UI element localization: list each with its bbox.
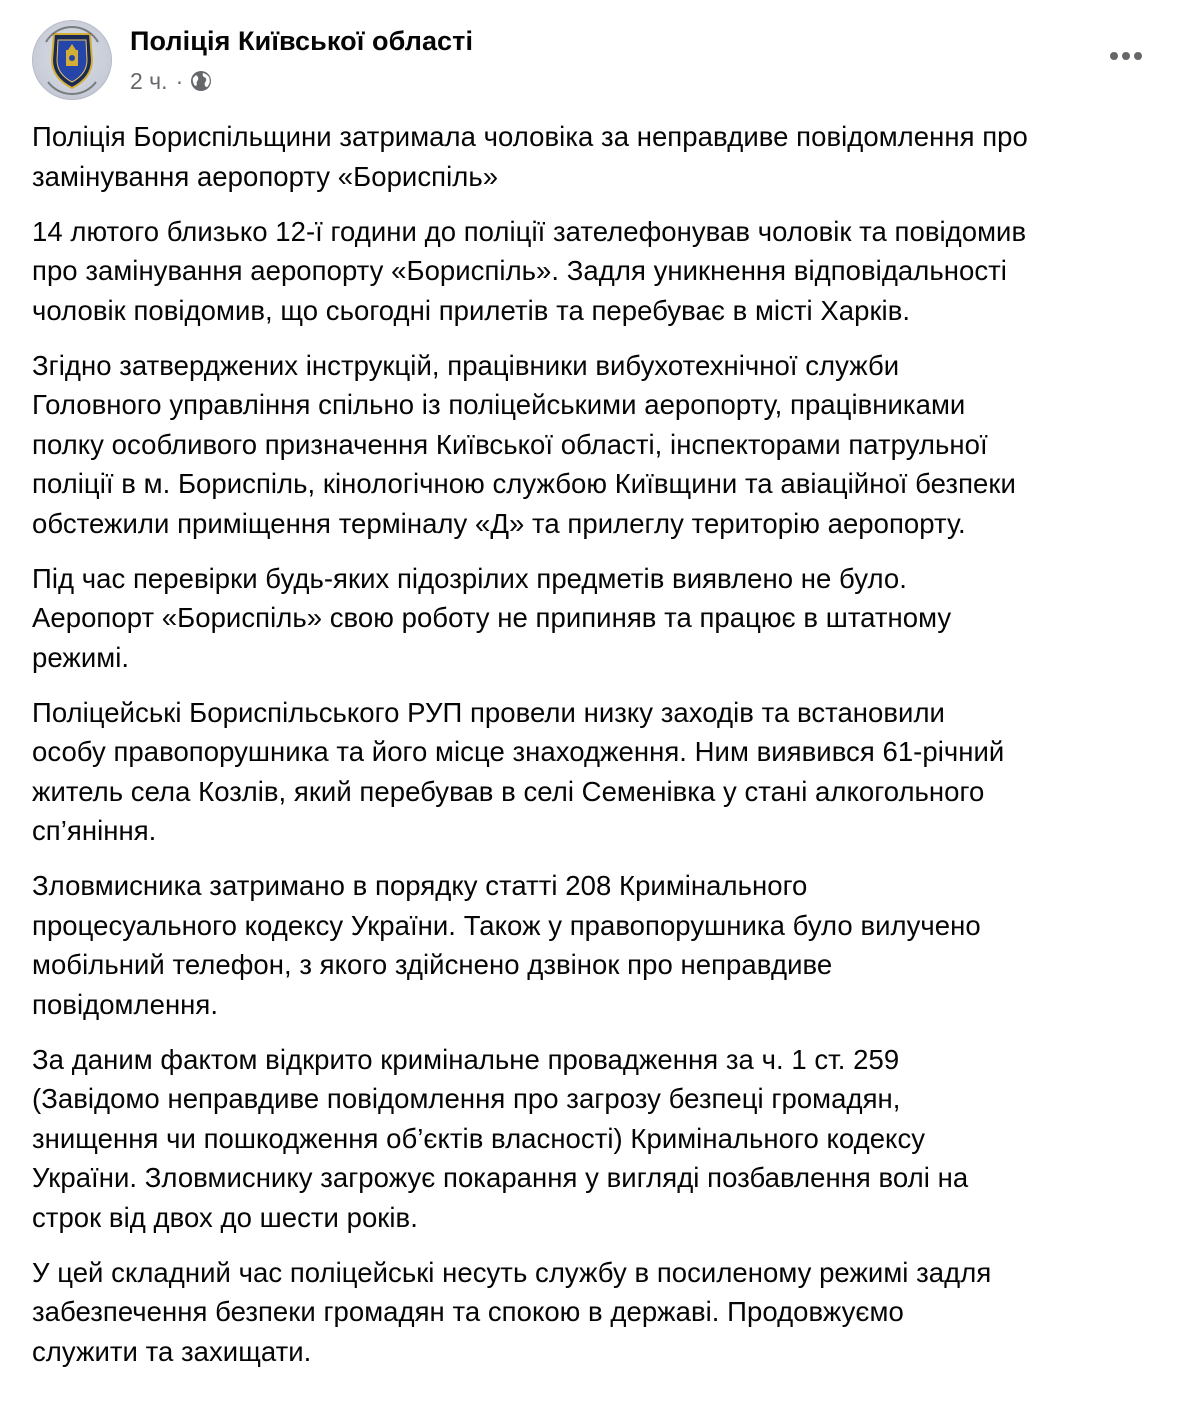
police-emblem-icon[interactable] — [32, 20, 112, 100]
post-paragraph: Зловмисника затримано в порядку статті 208 Кримінального процесуального кодексу України. Також у правопорушника було вилучено мобільний телефон, з якого здійснено дзвінок про неправдиве повідомлення. — [32, 870, 981, 1020]
post-paragraph: Під час перевірки будь-яких підозрілих предметів виявлено не було. Аеропорт «Бориспіль» свою роботу не припиняв та працює в штатному режимі. — [32, 562, 952, 673]
globe-icon[interactable] — [190, 70, 212, 92]
post-header — [32, 20, 1148, 100]
post-paragraph: За даним фактом відкрито кримінальне провадження за ч. 1 ст. 259 (Завідомо неправдиве повідомлення про загрозу безпеці громадян, знищення чи пошкодження об’єктів власності) Кримінального кодексу України. Зловмиснику загрожує покарання у вигляді позбавлення волі на строк від двох до шести років. — [32, 1043, 969, 1233]
post-paragraph: Згідно затверджених інструкцій, працівники вибухотехнічної служби Головного управління спільно із поліцейськими аеропорту, працівниками полку особливого призначення Київської області, інспекторами патрульної поліції в м. Бориспіль, кінологічною службою Київщини та авіаційної безпеки обстежили приміщення терміналу «Д» та прилеглу територію аеропорту. — [32, 349, 1016, 539]
page-name-link[interactable]: Поліція Київської області — [130, 26, 474, 56]
post-paragraph: Поліція Бориспільщини затримала чоловіка за неправдиве повідомлення про замінування аеропорту «Бориспіль» — [32, 121, 1028, 192]
more-options-icon[interactable] — [1104, 40, 1148, 72]
post-paragraph: У цей складний час поліцейські несуть службу в посиленому режимі задля забезпечення безпеки громадян та спокою в державі. Продовжуємо служити та захищати. — [32, 1256, 992, 1367]
more-dot — [1110, 52, 1118, 60]
more-dot — [1122, 52, 1130, 60]
avatar-emblem — [32, 20, 112, 100]
post-paragraph: 14 лютого близько 12-ї години до поліції зателефонував чоловік та повідомив про замінування аеропорту «Бориспіль». Задля уникнення відповідальності чоловік повідомив, що сьогодні прилетів та перебуває в місті Харків. — [32, 215, 1027, 326]
meta-separator: · — [175, 67, 184, 94]
post-meta — [130, 68, 212, 94]
post-text — [32, 117, 1157, 1387]
more-dot — [1134, 52, 1142, 60]
post-timestamp[interactable]: 2 ч. — [130, 67, 168, 94]
post-paragraph: Поліцейські Бориспільського РУП провели низку заходів та встановили особу правопорушника та його місце знаходження. Ним виявився 61-річний житель села Козлів, який перебував в селі Семенівка у стані алкогольного сп’яніння. — [32, 696, 1005, 846]
